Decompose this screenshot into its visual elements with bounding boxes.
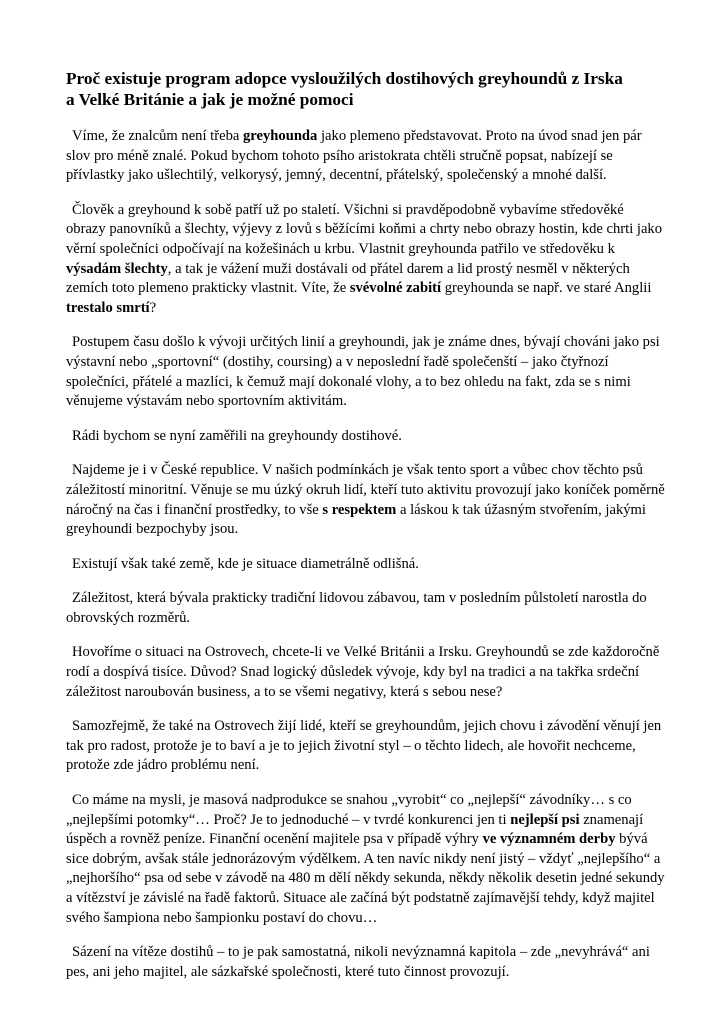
- bold-text: nejlepší psi: [510, 811, 580, 828]
- text-segment: Rádi bychom se nyní zaměřili na greyhoundy dostihové.: [72, 427, 402, 444]
- text-segment: Najdeme je i v České republice. V našich podmínkách je však tento sport a vůbec chov těchto psů záležitostí minoritní. Věnuje se mu úzký okruh lidí, kteří tuto aktivitu provozují jako koníček poměrně náročný na čas i finanční prostředky, to vše: [66, 462, 665, 518]
- title-line-2: a Velké Británie a jak je možné pomoci: [66, 90, 354, 109]
- bold-text: ve významném derby: [482, 831, 616, 848]
- paragraph: [66, 461, 666, 539]
- text-segment: Sázení na vítěze dostihů – to je pak samostatná, nikoli nevýznamná kapitola – zde „nevyhrává“ ani pes, ani jeho majitel, ale sázkařské společnosti, které tuto činnost provozují.: [66, 944, 650, 980]
- title-line-1: Proč existuje program adopce vysloužilých dostihových greyhoundů z Irska: [66, 69, 623, 88]
- text-segment: Hovoříme o situaci na Ostrovech, chcete-li ve Velké Británii a Irsku. Greyhoundů se zde každoročně rodí a dospívá tisíce. Důvod? Snad logický důsledek vývoje, kdy byl na tradici a na takřka srdeční záležitost naroubován business, a to se všemi negativy, která s sebou nese?: [66, 644, 660, 700]
- document-title: [66, 68, 666, 110]
- bold-text: s respektem: [322, 501, 397, 518]
- text-segment: ?: [149, 299, 157, 316]
- text-segment: a láskou k tak úžasným stvořením, jakými greyhoundi bezpochyby jsou.: [66, 501, 646, 538]
- paragraph: [66, 943, 666, 982]
- paragraph: [66, 643, 666, 702]
- bold-text: trestalo smrtí: [66, 299, 150, 316]
- text-segment: jako plemeno představovat. Proto na úvod snad jen pár slov pro méně znalé. Pokud bychom tohoto psího aristokrata chtěli stručně popsat, nabízejí se přívlastky jako ušlechtilý, velkorysý, jemný, decentní, přátelský, společenský a mnohé další.: [66, 128, 642, 184]
- text-segment: Postupem času došlo k vývoji určitých linií a greyhoundi, jak je známe dnes, bývají chováni jako psi výstavní nebo „sportovní“ (dostihy, coursing) a v neposlední řadě společenští – jako čtyřnozí společníci, přátelé a mazlíci, k čemuž mají dokonalé vlohy, a to bez ohledu na fakt, zda se s nimi věnujeme výstavám nebo sportovním aktivitám.: [66, 334, 660, 410]
- text-segment: znamenají úspěch a rovněž peníze. Finanční ocenění majitele psa v případě výhry: [66, 811, 644, 848]
- paragraph: [66, 791, 666, 928]
- paragraph: [66, 717, 666, 776]
- bold-text: svévolné zabití: [349, 280, 442, 297]
- bold-text: výsadám šlechty: [66, 260, 168, 277]
- text-segment: , a tak je vážení muži dostávali od přátel darem a lid prostý nesměl v některých zemích toto plemeno prakticky vlastnit. Víte, že: [66, 260, 630, 297]
- text-segment: Existují však také země, kde je situace diametrálně odlišná.: [72, 555, 419, 572]
- document-body: [66, 127, 666, 982]
- text-segment: Víme, že znalcům není třeba: [72, 128, 243, 144]
- bold-text: greyhounda: [243, 128, 318, 144]
- paragraph: [66, 555, 666, 575]
- paragraph: [66, 201, 666, 319]
- text-segment: Co máme na mysli, je masová nadprodukce se snahou „vyrobit“ co „nejlepší“ závodníky… s co „nejlepšími potomky“… Proč? Je to jednoduché – v tvrdé konkurenci jen ti: [66, 792, 632, 828]
- paragraph: [66, 333, 666, 411]
- text-segment: Samozřejmě, že také na Ostrovech žijí lidé, kteří se greyhoundům, jejich chovu i závodění věnují jen tak pro radost, protože je to baví a je to jejich životní styl – o těchto lidech, ale hovořit nechceme, protože zde jádro problému není.: [66, 718, 662, 774]
- text-segment: bývá sice dobrým, avšak stále jednorázovým výdělkem. A ten navíc nikdy není jistý – vždyť „nejlepšího“ a „nejhoršího“ psa od sebe v závodě na 480 m dělí někdy sekunda, někdy několik desetin jedné sekundy a vítězství je závislé na řadě faktorů. Situace ale začíná být podstatně zajímavější tehdy, když majitel svého šampiona nebo šampionku postaví do chovu…: [66, 831, 665, 926]
- paragraph: [66, 127, 666, 186]
- paragraph: [66, 589, 666, 628]
- text-segment: greyhounda se např. ve staré Anglii: [441, 280, 652, 297]
- text-segment: Člověk a greyhound k sobě patří už po staletí. Všichni si pravděpodobně vybavíme středověké obrazy panovníků a šlechty, výjevy z lovů s běžícími koňmi a chrty nebo obrazy hostin, kde chrti jako věrní společníci odpočívají na kožešinách u krbu. Vlastnit greyhounda patřilo ve středověku k: [66, 201, 663, 257]
- text-segment: Záležitost, která bývala prakticky tradiční lidovou zábavou, tam v posledním půlstoletí narostla do obrovských rozměrů.: [66, 590, 647, 626]
- document-page: [66, 68, 666, 997]
- paragraph: [66, 427, 666, 447]
